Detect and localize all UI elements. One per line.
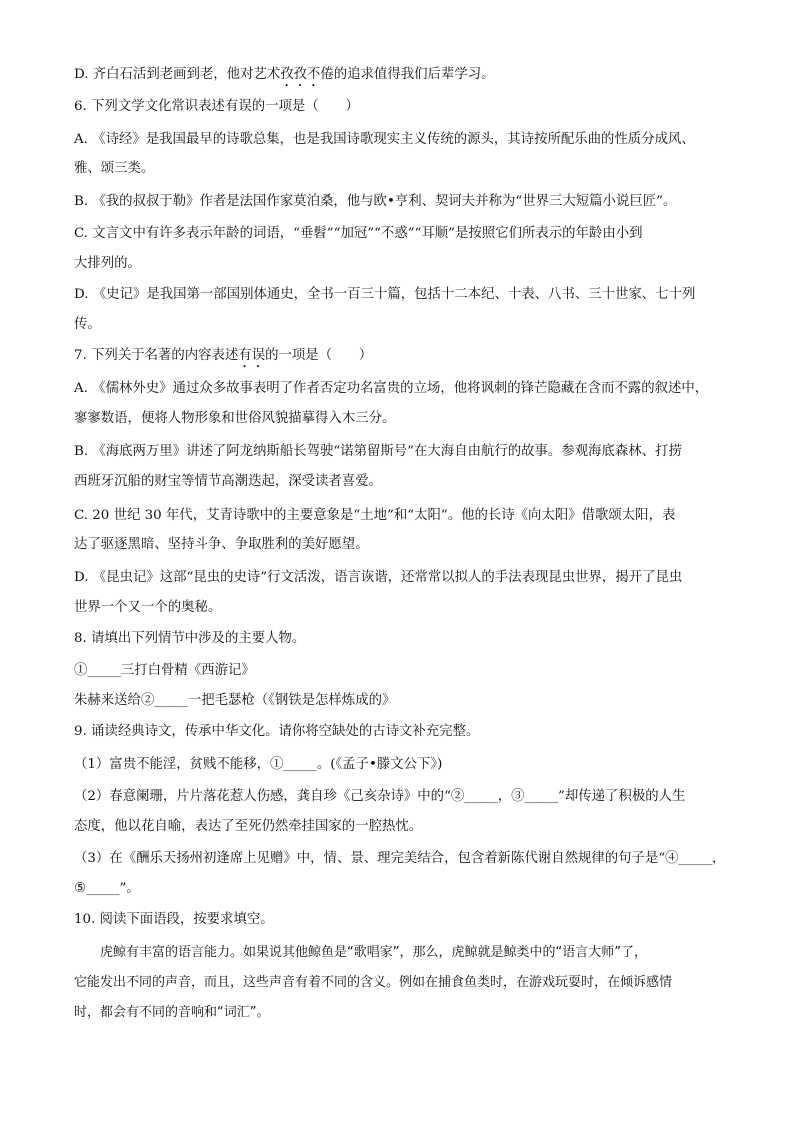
q10-passage-line2: 它能发出不同的声音，而且，这些声音有着不同的含义。例如在捕食鱼类时，在游戏玩耍时，在倾诉感情 — [74, 975, 673, 990]
q7-option-a-line2: 寥寥数语，便将人物形象和世俗风貌描摹得入木三分。 — [74, 411, 396, 426]
q10-passage-line3: 时，都会有不同的音响和“词汇”。 — [74, 1005, 270, 1020]
q6-option-c-line1: C. 文言文中有许多表示年龄的词语，“垂髫”“加冠”“不惑”“耳顺”是按照它们所表示的年龄由小到 — [74, 226, 643, 241]
q9-part-3-line2: ⑤_____”。 — [74, 881, 140, 896]
q10-stem: 10. 阅读下面语段，按要求填空。 — [74, 912, 274, 927]
q9-part-2-line1: （2）春意阑珊，片片落花惹人伤感，龚自珍《己亥杂诗》中的“②_____，③_____”却传递了积极的人生 — [74, 789, 686, 804]
q7-stem-emphasis: 有误 — [238, 348, 266, 363]
q9-part-1: （1）富贵不能淫，贫贱不能移，①_____。(《孟子•滕文公下》) — [74, 757, 443, 772]
q10-passage-line1: 虎鲸有丰富的语言能力。如果说其他鲸鱼是“歌唱家”，那么，虎鲸就是鲸类中的“语言大师”了， — [100, 945, 647, 960]
q9-part-2-line2: 态度，他以花自喻，表达了至死仍然牵挂国家的一腔热忱。 — [74, 819, 423, 834]
q7-option-d-line1: D. 《昆虫记》这部“昆虫的史诗”行文活泼，语言诙谐，还常常以拟人的手法表现昆虫世界，揭开了昆虫 — [74, 570, 683, 585]
q7-stem-text: 7. 下列关于名著的内容表述 — [74, 348, 239, 363]
q7-option-b-line1: B. 《海底两万里》讲述了阿龙纳斯船长驾驶“诺第留斯号”在大海自由航行的故事。参观海底森林、打捞 — [74, 444, 682, 459]
q7-stem — [74, 347, 724, 371]
q8-stem: 8. 请填出下列情节中涉及的主要人物。 — [74, 631, 306, 646]
q6-option-a-line2: 雅、颂三类。 — [74, 161, 155, 176]
q7-option-c-line2: 达了驱逐黑暗、坚持斗争、争取胜利的美好愿望。 — [74, 537, 369, 552]
q7-option-b-line2: 西班牙沉船的财宝等情节高潮迭起，深受读者喜爱。 — [74, 474, 382, 489]
q7-option-a-line1: A. 《儒林外史》通过众多故事表明了作者否定功名富贵的立场，他将讽刺的锋芒隐藏在含而不露的叙述中， — [74, 381, 709, 396]
q6-stem: 6. 下列文学文化常识表述有误的一项是（ ） — [74, 99, 359, 114]
q8-blank-1: ①_____三打白骨精《西游记》 — [74, 663, 255, 678]
q5-option-d-text-end: 倦的追求值得我们后辈学习。 — [320, 67, 495, 82]
q6-option-b: B. 《我的叔叔于勒》作者是法国作家莫泊桑，他与欧•亨利、契诃夫并称为“世界三大短篇小说巨匠”。 — [74, 194, 677, 209]
q9-stem: 9. 诵读经典诗文，传承中华文化。请你将空缺处的古诗文补充完整。 — [74, 724, 480, 739]
q5-option-d — [74, 66, 724, 90]
q7-option-d-line2: 世界一个又一个的奥秘。 — [74, 600, 222, 615]
q9-part-3-line1: （3）在《酬乐天扬州初逢席上见赠》中，情、景、理完美结合，包含着新陈代谢自然规律的句子是“④_____， — [74, 851, 726, 866]
q6-option-d-line1: D. 《史记》是我国第一部国别体通史，全书一百三十篇，包括十二本纪、十表、八书、三十世家、七十列 — [74, 287, 696, 302]
q5-option-d-text: D. 齐白石活到老画到老，他对艺术 — [74, 67, 281, 82]
q6-option-a-line1: A. 《诗经》是我国最早的诗歌总集，也是我国诗歌现实主义传统的源头，其诗按所配乐曲的性质分成风、 — [74, 132, 695, 147]
q5-option-d-emphasis: 孜孜不 — [280, 67, 321, 82]
q7-option-c-line1: C. 20 世纪 30 年代，艾青诗歌中的主要意象是“土地”和“太阳”。他的长诗《向太阳》借歌颂太阳，表 — [74, 508, 676, 523]
q6-option-c-line2: 大排列的。 — [74, 256, 141, 271]
q6-option-d-line2: 传。 — [74, 317, 101, 332]
q7-stem-text-end: 的一项是（ ） — [265, 348, 373, 363]
q8-blank-2: 朱赫来送给②_____一把毛瑟枪（《钢铁是怎样炼成的》 — [74, 693, 396, 708]
